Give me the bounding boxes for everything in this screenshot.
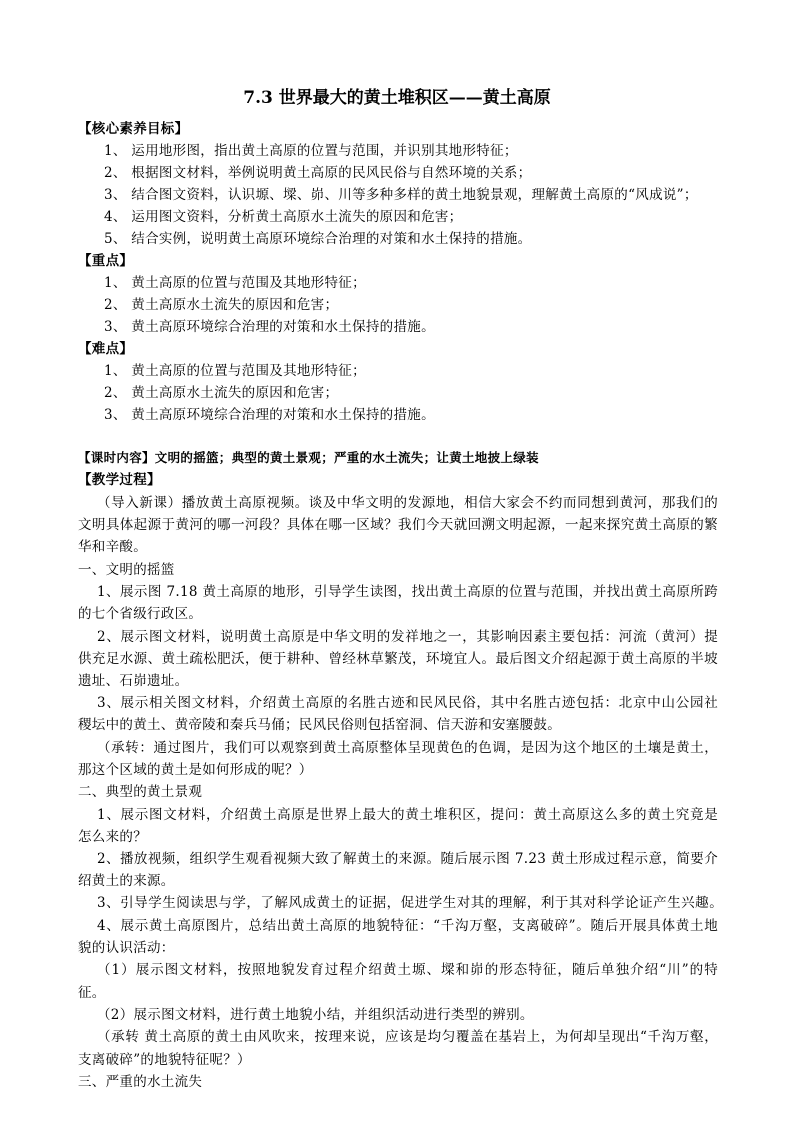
lesson-content: 【课时内容】文明的摇篮；典型的黄土景观；严重的水土流失；让黄土地披上绿装	[78, 450, 539, 465]
s2-p4-line-1: 4、展示黄土高原图片，总结出黄土高原的地貌特征：“千沟万壑，支离破碎”。随后开展具体黄土地	[97, 918, 718, 934]
section-2-heading: 二、典型的黄土景观	[78, 784, 203, 800]
core-goal-item-4: 4、 运用图文资料，分析黄土高原水土流失的原因和危害；	[104, 209, 463, 225]
difficult-points-heading: 【难点】	[78, 341, 134, 357]
s1-transition-line-2: 那这个区域的黄土是如何形成的呢？）	[78, 762, 313, 778]
s1-p2-line-3: 遗址、石峁遗址。	[78, 673, 189, 689]
key-point-item-3: 3、 黄土高原环境综合治理的对策和水土保持的措施。	[104, 319, 435, 335]
s1-p3-line-1: 3、展示相关图文材料，介绍黄土高原的名胜古迹和民风民俗，其中名胜古迹包括：北京中山公园社	[97, 695, 718, 711]
s2-p3-line-1: 3、引导学生阅读思与学，了解风成黄土的证据，促进学生对其的理解，利于其对科学论证产生兴趣。	[97, 895, 723, 911]
intro-line-1: （导入新课）播放黄土高原视频。谈及中华文明的发源地，相信大家会不约而同想到黄河，那我们的	[97, 495, 718, 511]
s2-transition-line-2: 支离破碎”的地貌特征呢？）	[78, 1052, 251, 1068]
core-goal-item-1: 1、 运用地形图，指出黄土高原的位置与范围，并识别其地形特征；	[104, 143, 518, 159]
section-1-heading: 一、文明的摇篮	[78, 562, 175, 578]
section-3-heading: 三、严重的水土流失	[78, 1074, 203, 1090]
intro-line-3: 华和辛酸。	[78, 539, 147, 555]
s2-p1-line-1: 1、展示图文材料，介绍黄土高原是世界上最大的黄土堆积区，提问：黄土高原这么多的黄土究竟是	[97, 807, 718, 823]
s1-p2-line-1: 2、展示图文材料，说明黄土高原是中华文明的发祥地之一，其影响因素主要包括：河流（黄河）提	[97, 629, 718, 645]
s2-activity-2-line-1: （2）展示图文材料，进行黄土地貌小结，并组织活动进行类型的辨别。	[97, 1007, 534, 1023]
key-point-item-1: 1、 黄土高原的位置与范围及其地形特征；	[104, 275, 366, 291]
page-title: 7.3 世界最大的黄土堆积区——黄土高原	[243, 88, 551, 108]
s2-activity-1-line-2: 征。	[78, 985, 106, 1001]
s1-p3-line-2: 稷坛中的黄土、黄帝陵和秦兵马俑；民风民俗则包括窑洞、信天游和安塞腰鼓。	[78, 717, 561, 733]
s1-p1-line-1: 1、展示图 7.18 黄土高原的地形，引导学生读图，找出黄土高原的位置与范围，并找出黄土高原所跨	[97, 584, 718, 600]
process-heading: 【教学过程】	[78, 472, 161, 488]
key-point-item-2: 2、 黄土高原水土流失的原因和危害；	[104, 297, 339, 313]
core-goal-item-2: 2、 根据图文材料，举例说明黄土高原的民风民俗与自然环境的关系；	[104, 165, 532, 181]
s2-p2-line-2: 绍黄土的来源。	[78, 873, 175, 889]
s1-transition-line-1: （承转：通过图片，我们可以观察到黄土高原整体呈现黄色的色调，是因为这个地区的土壤是黄土，	[97, 740, 718, 756]
difficult-point-item-1: 1、 黄土高原的位置与范围及其地形特征；	[104, 363, 366, 379]
difficult-point-item-3: 3、 黄土高原环境综合治理的对策和水土保持的措施。	[104, 407, 435, 423]
core-goals-heading: 【核心素养目标】	[78, 121, 189, 137]
difficult-point-item-2: 2、 黄土高原水土流失的原因和危害；	[104, 385, 339, 401]
s2-transition-line-1: （承转 黄土高原的黄土由风吹来，按理来说，应该是均匀覆盖在基岩上，为何却呈现出“千沟万壑，	[97, 1029, 718, 1045]
core-goal-item-3: 3、 结合图文资料，认识塬、墚、峁、川等多种多样的黄土地貌景观，理解黄土高原的“风成说”；	[104, 187, 698, 203]
s1-p2-line-2: 供充足水源、黄土疏松肥沃，便于耕种、曾经林草繁茂，环境宜人。最后图文介绍起源于黄土高原的半坡	[78, 651, 718, 667]
s1-p1-line-2: 的七个省级行政区。	[78, 606, 203, 622]
s2-p1-line-2: 怎么来的？	[78, 829, 147, 845]
core-goal-item-5: 5、 结合实例，说明黄土高原环境综合治理的对策和水土保持的措施。	[104, 231, 532, 247]
s2-p2-line-1: 2、播放视频，组织学生观看视频大致了解黄土的来源。随后展示图 7.23 黄土形成过程示意，简要介	[97, 851, 718, 867]
intro-line-2: 文明具体起源于黄河的哪一河段？具体在哪一区域？我们今天就回溯文明起源，一起来探究黄土高原的繁	[78, 517, 718, 533]
s2-activity-1-line-1: （1）展示图文材料，按照地貌发育过程介绍黄土塬、墚和峁的形态特征，随后单独介绍“川”的特	[97, 962, 718, 978]
key-points-heading: 【重点】	[78, 253, 134, 269]
s2-p4-line-2: 貌的认识活动：	[78, 940, 175, 956]
